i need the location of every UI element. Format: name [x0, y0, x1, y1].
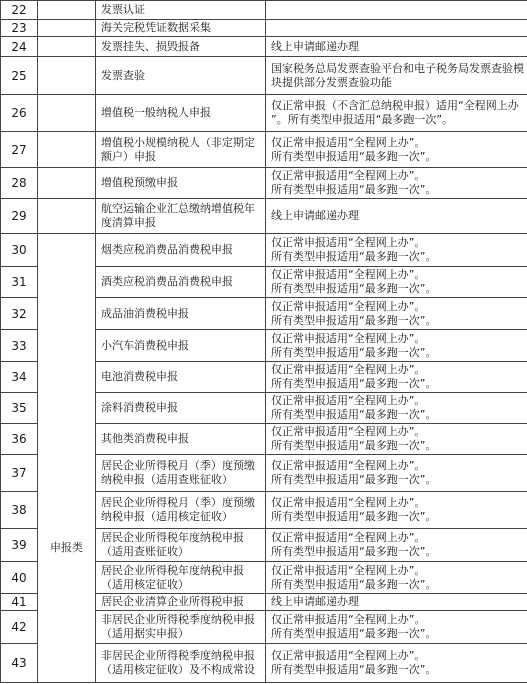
service-name-cell	[96, 37, 266, 57]
row-number: 27	[1, 132, 38, 168]
service-note-line: 仅正常申报适用“全程网上办”。	[271, 363, 426, 376]
service-note-cell	[266, 298, 527, 330]
service-note-line: 所有类型申报适用“最多跑一次”。	[271, 149, 437, 163]
service-name-line: 发票挂失、损毁报备	[101, 39, 200, 53]
table-row	[1, 95, 527, 132]
service-name-line: （适用据实申报）	[101, 627, 189, 640]
service-name-cell	[96, 492, 266, 529]
service-name-line: 纳税申报（适用核定征收）	[101, 510, 233, 523]
service-note-line: 所有类型申报适用“最多跑一次”。	[271, 345, 437, 359]
category-cell-empty	[38, 57, 96, 95]
service-note-line: 仅正常申报（不含汇总纳税申报）适用“全程网上办	[271, 99, 519, 112]
service-note-line: 仅正常申报适用“全程网上办”。	[271, 299, 426, 313]
service-note-cell	[266, 492, 527, 529]
service-name-line: 发票认证	[101, 3, 145, 16]
service-note-line: 所有类型申报适用“最多跑一次”。	[271, 510, 437, 523]
service-name-cell	[96, 424, 266, 455]
service-note-line: 仅正常申报适用“全程网上办”。	[271, 563, 426, 577]
service-name-line: 发票查验	[101, 68, 145, 82]
table-row	[1, 168, 527, 199]
row-number: 26	[1, 95, 38, 132]
service-name-line: 增值税预缴申报	[101, 176, 178, 189]
service-name-line: （适用核定征收）及不构成常设	[101, 663, 255, 676]
service-name-line: 居民企业所得税年度纳税申报	[101, 531, 244, 544]
service-note-line: 所有类型申报适用“最多跑一次”。	[271, 250, 437, 263]
service-name-line: 其他类消费税申报	[101, 432, 189, 445]
service-note-line: 所有类型申报适用“最多跑一次”。	[271, 377, 437, 390]
service-name-line: 航空运输企业汇总缴纳增值税年	[101, 202, 255, 215]
service-note-line: 仅正常申报适用“全程网上办”。	[271, 425, 426, 438]
service-note-line: 仅正常申报适用“全程网上办”。	[271, 531, 426, 544]
service-name-cell	[96, 562, 266, 594]
service-name-line: 酒类应税消费品消费税申报	[101, 275, 233, 288]
table-row	[1, 199, 527, 234]
row-number: 34	[1, 362, 38, 393]
service-note-line: 线上申请邮递办理	[271, 39, 359, 53]
service-note-cell	[266, 37, 527, 57]
service-name-cell	[96, 594, 266, 611]
service-note-line: 仅正常申报适用“全程网上办”。	[271, 268, 426, 281]
row-number: 32	[1, 298, 38, 330]
category-cell-empty	[38, 132, 96, 168]
service-name-cell	[96, 20, 266, 37]
service-note-cell	[266, 362, 527, 393]
service-note-line: 所有类型申报适用“最多跑一次”。	[271, 439, 437, 452]
service-name-cell	[96, 330, 266, 362]
service-name-line: 纳税申报（适用查账征收）	[101, 473, 233, 486]
table-row	[1, 132, 527, 168]
service-name-line: 居民企业所得税月（季）度预缴	[101, 496, 255, 509]
service-name-line: 居民企业清算企业所得税申报	[101, 595, 244, 608]
service-name-line: 海关完税凭证数据采集	[101, 21, 211, 34]
service-name-line: 度清算申报	[101, 216, 156, 229]
table-row	[1, 1, 527, 20]
service-note-cell	[266, 199, 527, 234]
service-note-line: 线上申请邮递办理	[271, 595, 359, 608]
service-name-cell	[96, 1, 266, 20]
service-name-cell	[96, 644, 266, 683]
row-number: 37	[1, 455, 38, 492]
category-cell-empty	[38, 168, 96, 199]
service-name-line: 成品油消费税申报	[101, 306, 189, 320]
service-name-cell	[96, 267, 266, 298]
service-name-line: 涂料消费税申报	[101, 401, 178, 414]
service-note-line: 仅正常申报适用“全程网上办”。	[271, 649, 426, 662]
service-name-cell	[96, 199, 266, 234]
row-number: 40	[1, 562, 38, 594]
service-note-line: 所有类型申报适用“最多跑一次”。	[271, 313, 437, 327]
row-number: 41	[1, 594, 38, 611]
service-note-cell	[266, 529, 527, 562]
table-row	[1, 57, 527, 95]
service-note-cell	[266, 168, 527, 199]
category-cell-empty	[38, 20, 96, 37]
service-note-cell	[266, 562, 527, 594]
service-note-line: 仅正常申报适用“全程网上办”。	[271, 613, 426, 626]
table-row	[1, 37, 527, 57]
category-cell-empty	[38, 1, 96, 20]
service-name-line: 烟类应税消费品消费税申报	[101, 243, 233, 256]
service-name-line: （适用查账征收）	[101, 545, 189, 558]
service-note-cell	[266, 424, 527, 455]
service-note-line: 仅正常申报适用“全程网上办”。	[271, 331, 426, 345]
service-note-line: 块提供部分发票查验功能	[271, 75, 392, 89]
service-note-line: 仅正常申报适用“全程网上办”。	[271, 135, 426, 149]
row-number: 29	[1, 199, 38, 234]
service-note-line: 所有类型申报适用“最多跑一次”。	[271, 473, 437, 486]
service-note-line: 仅正常申报适用“全程网上办”。	[271, 394, 426, 407]
service-note-line: 国家税务总局发票查验平台和电子税务局发票查验模	[271, 61, 524, 75]
row-number: 28	[1, 168, 38, 199]
service-note-cell	[266, 267, 527, 298]
service-note-cell	[266, 57, 527, 95]
service-name-line: （适用核定征收）	[101, 577, 189, 591]
row-number: 25	[1, 57, 38, 95]
service-note-line: 线上申请邮递办理	[271, 209, 359, 222]
service-name-line: 居民企业所得税月（季）度预缴	[101, 459, 255, 472]
service-note-cell	[266, 20, 527, 37]
service-note-cell	[266, 234, 527, 267]
service-name-line: 增值税一般纳税人申报	[101, 106, 211, 119]
service-note-cell	[266, 455, 527, 492]
row-number: 43	[1, 644, 38, 683]
category-cell-empty	[38, 199, 96, 234]
row-number: 30	[1, 234, 38, 267]
row-number: 23	[1, 20, 38, 37]
service-note-cell	[266, 1, 527, 20]
row-number: 39	[1, 529, 38, 562]
row-number: 42	[1, 611, 38, 644]
service-name-cell	[96, 95, 266, 132]
service-name-line: 非居民企业所得税季度纳税申报	[101, 649, 255, 662]
service-name-cell	[96, 57, 266, 95]
service-name-cell	[96, 168, 266, 199]
service-note-line: 所有类型申报适用“最多跑一次”。	[271, 545, 437, 558]
service-name-line: 增值税小规模纳税人（非定期定	[101, 135, 255, 149]
service-note-line: 仅正常申报适用“全程网上办”。	[271, 496, 426, 509]
service-name-cell	[96, 455, 266, 492]
service-note-cell	[266, 594, 527, 611]
category-cell-empty	[38, 37, 96, 57]
row-number: 22	[1, 1, 38, 20]
service-note-cell	[266, 95, 527, 132]
service-note-line: 仅正常申报适用“全程网上办”。	[271, 169, 426, 182]
service-note-cell	[266, 132, 527, 168]
service-note-cell	[266, 393, 527, 424]
service-name-cell	[96, 298, 266, 330]
service-note-cell	[266, 644, 527, 683]
row-number: 24	[1, 37, 38, 57]
service-name-line: 非居民企业所得税季度纳税申报	[101, 613, 255, 626]
table-row	[1, 20, 527, 37]
service-note-line: 所有类型申报适用“最多跑一次”。	[271, 627, 437, 640]
table-row	[1, 234, 527, 267]
service-name-line: 居民企业所得税年度纳税申报	[101, 563, 244, 577]
service-note-line: 所有类型申报适用“最多跑一次”。	[271, 282, 437, 295]
service-note-line: 所有类型申报适用“最多跑一次”。	[271, 577, 437, 591]
service-note-line: 所有类型申报适用“最多跑一次”。	[271, 183, 437, 196]
service-name-cell	[96, 611, 266, 644]
service-note-line: 所有类型申报适用“最多跑一次”。	[271, 663, 437, 676]
service-note-line: ”。所有类型申报适用“最多跑一次”。	[271, 113, 454, 126]
service-name-cell	[96, 529, 266, 562]
service-note-line: 仅正常申报适用“全程网上办”。	[271, 236, 426, 249]
row-number: 35	[1, 393, 38, 424]
category-cell-empty	[38, 95, 96, 132]
row-number: 33	[1, 330, 38, 362]
service-name-line: 电池消费税申报	[101, 370, 178, 383]
category-cell: 申报类	[38, 234, 96, 683]
row-number: 38	[1, 492, 38, 529]
service-note-cell	[266, 330, 527, 362]
service-note-cell	[266, 611, 527, 644]
service-name-cell	[96, 393, 266, 424]
service-name-line: 额户）申报	[101, 149, 156, 163]
service-name-cell	[96, 234, 266, 267]
service-name-cell	[96, 132, 266, 168]
service-note-line: 仅正常申报适用“全程网上办”。	[271, 459, 426, 472]
row-number: 31	[1, 267, 38, 298]
row-number: 36	[1, 424, 38, 455]
service-name-line: 小汽车消费税申报	[101, 338, 189, 352]
service-note-line: 所有类型申报适用“最多跑一次”。	[271, 408, 437, 421]
service-name-cell	[96, 362, 266, 393]
